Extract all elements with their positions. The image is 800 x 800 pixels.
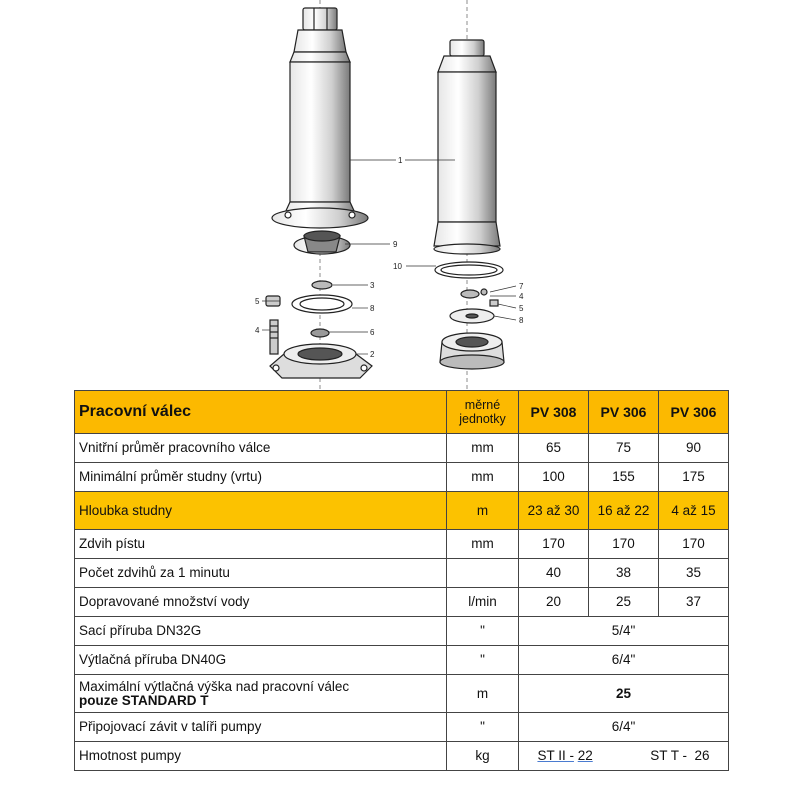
part-number-label: 4 (255, 326, 260, 335)
value-cell: 25 (589, 588, 659, 617)
merged-value-cell: 25 (519, 675, 729, 713)
merged-value-cell: 6/4" (519, 646, 729, 675)
table-header-row (75, 391, 729, 434)
weight-st-t: ST T - 26 (650, 748, 710, 763)
part-number-label: 8 (519, 316, 524, 325)
table-row (75, 742, 729, 771)
unit-cell: mm (447, 434, 519, 463)
value-cell: 170 (659, 530, 729, 559)
unit-cell: m (447, 675, 519, 713)
value-cell: 155 (589, 463, 659, 492)
param-cell: Hmotnost pumpy (75, 742, 447, 771)
part-number-label: 8 (370, 304, 375, 313)
unit-cell: mm (447, 530, 519, 559)
param-cell: Připojovací závit v talíři pumpy (75, 713, 447, 742)
unit-header (447, 391, 519, 434)
value-cell: 175 (659, 463, 729, 492)
part-number-label: 7 (519, 282, 524, 291)
table-row (75, 434, 729, 463)
value-cell: 90 (659, 434, 729, 463)
param-cell: Zdvih pístu (75, 530, 447, 559)
merged-value-cell: 6/4" (519, 713, 729, 742)
part-number-label: 6 (370, 328, 375, 337)
unit-cell: l/min (447, 588, 519, 617)
part-number-label: 10 (393, 262, 402, 271)
param-cell: Hloubka studny (75, 492, 447, 530)
value-cell: 37 (659, 588, 729, 617)
model-header: PV 308 (519, 391, 589, 434)
table-title: Pracovní válec (75, 391, 447, 434)
pump-exploded-drawing (0, 0, 800, 390)
table-row (75, 588, 729, 617)
spec-table (74, 390, 729, 771)
value-cell: 100 (519, 463, 589, 492)
param-cell: Dopravované množství vody (75, 588, 447, 617)
param-cell: Minimální průměr studny (vrtu) (75, 463, 447, 492)
value-cell: 38 (589, 559, 659, 588)
table-row (75, 530, 729, 559)
param-line-bold: pouze STANDARD T (79, 692, 209, 708)
unit-cell: " (447, 646, 519, 675)
weight-st-ii (537, 748, 592, 763)
weight-cell (519, 742, 729, 771)
unit-cell: m (447, 492, 519, 530)
part-number-label: 2 (370, 350, 375, 359)
part-number-label: 4 (519, 292, 524, 301)
left-pump-assembly (266, 0, 372, 390)
model-header: PV 306 (589, 391, 659, 434)
weight-st-ii-value: 22 (577, 748, 593, 763)
unit-cell: " (447, 617, 519, 646)
drawing-svg (0, 0, 800, 390)
table-row (75, 713, 729, 742)
unit-cell: kg (447, 742, 519, 771)
table-row (75, 646, 729, 675)
param-cell: Sací příruba DN32G (75, 617, 447, 646)
unit-cell: mm (447, 463, 519, 492)
table-row (75, 559, 729, 588)
part-number-label: 5 (519, 304, 524, 313)
part-number-label: 9 (393, 240, 398, 249)
table-row (75, 617, 729, 646)
value-cell: 23 až 30 (519, 492, 589, 530)
unit-cell (447, 559, 519, 588)
param-cell (75, 675, 447, 713)
table-row-highlighted (75, 492, 729, 530)
table-row (75, 463, 729, 492)
unit-cell: " (447, 713, 519, 742)
merged-value-cell: 5/4" (519, 617, 729, 646)
model-header: PV 306 (659, 391, 729, 434)
part-number-label: 3 (370, 281, 375, 290)
value-cell: 65 (519, 434, 589, 463)
value-cell: 40 (519, 559, 589, 588)
part-number-label: 1 (398, 156, 403, 165)
param-cell: Vnitřní průměr pracovního válce (75, 434, 447, 463)
value-cell: 35 (659, 559, 729, 588)
param-line: Maximální výtlačná výška nad pracovní válec (79, 678, 350, 694)
value-cell: 4 až 15 (659, 492, 729, 530)
unit-header-line2: jednotky (459, 412, 506, 426)
value-cell: 75 (589, 434, 659, 463)
value-cell: 16 až 22 (589, 492, 659, 530)
part-number-label: 5 (255, 297, 260, 306)
right-pump-assembly (434, 0, 504, 390)
value-cell: 170 (519, 530, 589, 559)
param-cell: Počet zdvihů za 1 minutu (75, 559, 447, 588)
value-cell: 20 (519, 588, 589, 617)
table-row (75, 675, 729, 713)
weight-st-ii-label: ST II - (537, 748, 574, 763)
param-cell: Výtlačná příruba DN40G (75, 646, 447, 675)
value-cell: 170 (589, 530, 659, 559)
unit-header-line1: měrné (464, 398, 501, 412)
